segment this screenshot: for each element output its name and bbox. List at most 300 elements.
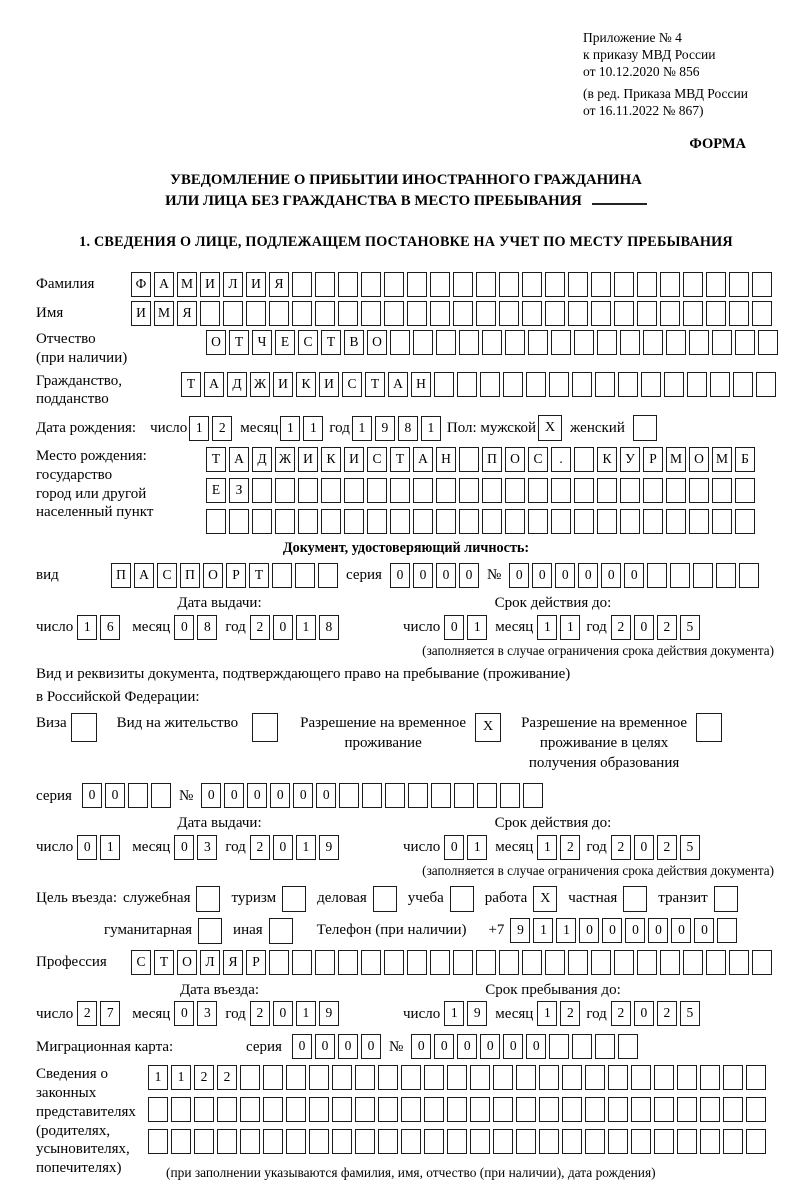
char-cell[interactable] — [424, 1129, 444, 1154]
char-cell[interactable] — [148, 1097, 168, 1122]
char-cell[interactable] — [643, 478, 663, 503]
char-cell[interactable] — [683, 950, 703, 975]
char-cell[interactable] — [712, 478, 732, 503]
char-cell[interactable] — [654, 1097, 674, 1122]
char-cell[interactable]: 0 — [273, 615, 293, 640]
char-cell[interactable] — [263, 1129, 283, 1154]
purpose-private-checkbox[interactable] — [623, 886, 647, 912]
char-cell[interactable]: М — [154, 301, 174, 326]
char-cell[interactable]: 2 — [212, 416, 232, 441]
char-cell[interactable] — [171, 1129, 191, 1154]
char-cell[interactable] — [200, 301, 220, 326]
char-cell[interactable]: П — [111, 563, 131, 588]
char-cell[interactable] — [240, 1097, 260, 1122]
char-cell[interactable]: 2 — [657, 1001, 677, 1026]
char-cell[interactable]: С — [131, 950, 151, 975]
char-cell[interactable]: 0 — [77, 835, 97, 860]
char-cell[interactable] — [408, 783, 428, 808]
char-cell[interactable] — [298, 509, 318, 534]
char-cell[interactable]: В — [344, 330, 364, 355]
char-cell[interactable]: 0 — [444, 835, 464, 860]
char-cell[interactable] — [568, 950, 588, 975]
char-cell[interactable] — [482, 330, 502, 355]
char-cell[interactable] — [505, 478, 525, 503]
char-cell[interactable] — [585, 1097, 605, 1122]
char-cell[interactable] — [413, 330, 433, 355]
char-cell[interactable] — [608, 1129, 628, 1154]
char-cell[interactable] — [332, 1065, 352, 1090]
char-cell[interactable]: 2 — [611, 835, 631, 860]
char-cell[interactable]: 9 — [467, 1001, 487, 1026]
char-cell[interactable]: 0 — [578, 563, 598, 588]
char-cell[interactable]: 1 — [148, 1065, 168, 1090]
char-cell[interactable] — [459, 330, 479, 355]
char-cell[interactable] — [729, 301, 749, 326]
char-cell[interactable] — [355, 1097, 375, 1122]
char-cell[interactable] — [516, 1129, 536, 1154]
char-cell[interactable] — [338, 272, 358, 297]
char-cell[interactable]: 1 — [303, 416, 323, 441]
char-cell[interactable] — [332, 1097, 352, 1122]
char-cell[interactable] — [683, 301, 703, 326]
char-cell[interactable] — [522, 301, 542, 326]
char-cell[interactable] — [574, 447, 594, 472]
char-cell[interactable] — [677, 1129, 697, 1154]
char-cell[interactable] — [298, 478, 318, 503]
char-cell[interactable] — [344, 509, 364, 534]
char-cell[interactable] — [401, 1129, 421, 1154]
char-cell[interactable] — [424, 1065, 444, 1090]
char-cell[interactable] — [706, 301, 726, 326]
purpose-tourism-checkbox[interactable] — [282, 886, 306, 912]
char-cell[interactable] — [758, 330, 778, 355]
char-cell[interactable] — [499, 272, 519, 297]
char-cell[interactable]: Ж — [275, 447, 295, 472]
char-cell[interactable] — [286, 1129, 306, 1154]
char-cell[interactable]: 2 — [250, 835, 270, 860]
char-cell[interactable]: 1 — [560, 615, 580, 640]
char-cell[interactable] — [574, 509, 594, 534]
char-cell[interactable] — [482, 478, 502, 503]
char-cell[interactable]: 7 — [100, 1001, 120, 1026]
char-cell[interactable]: 3 — [197, 835, 217, 860]
char-cell[interactable] — [654, 1129, 674, 1154]
char-cell[interactable] — [591, 272, 611, 297]
char-cell[interactable] — [309, 1065, 329, 1090]
char-cell[interactable] — [717, 918, 737, 943]
char-cell[interactable]: Т — [181, 372, 201, 397]
char-cell[interactable] — [361, 301, 381, 326]
char-cell[interactable] — [689, 509, 709, 534]
char-cell[interactable] — [470, 1065, 490, 1090]
char-cell[interactable]: Т — [390, 447, 410, 472]
char-cell[interactable]: Т — [365, 372, 385, 397]
char-cell[interactable]: Ч — [252, 330, 272, 355]
char-cell[interactable]: 0 — [273, 1001, 293, 1026]
char-cell[interactable] — [286, 1065, 306, 1090]
char-cell[interactable]: 1 — [537, 1001, 557, 1026]
char-cell[interactable] — [206, 509, 226, 534]
visa-checkbox[interactable] — [71, 713, 97, 742]
char-cell[interactable] — [151, 783, 171, 808]
char-cell[interactable]: И — [298, 447, 318, 472]
char-cell[interactable]: 0 — [532, 563, 552, 588]
purpose-study-checkbox[interactable] — [450, 886, 474, 912]
char-cell[interactable] — [390, 330, 410, 355]
char-cell[interactable] — [706, 272, 726, 297]
char-cell[interactable] — [385, 783, 405, 808]
char-cell[interactable] — [595, 1034, 615, 1059]
char-cell[interactable]: С — [298, 330, 318, 355]
char-cell[interactable] — [735, 330, 755, 355]
char-cell[interactable]: 0 — [634, 1001, 654, 1026]
char-cell[interactable] — [608, 1065, 628, 1090]
char-cell[interactable] — [315, 301, 335, 326]
char-cell[interactable]: 2 — [611, 1001, 631, 1026]
char-cell[interactable] — [516, 1097, 536, 1122]
char-cell[interactable]: 1 — [556, 918, 576, 943]
char-cell[interactable] — [171, 1097, 191, 1122]
char-cell[interactable]: 2 — [560, 835, 580, 860]
char-cell[interactable] — [568, 272, 588, 297]
char-cell[interactable] — [309, 1129, 329, 1154]
char-cell[interactable]: С — [367, 447, 387, 472]
char-cell[interactable]: 1 — [537, 615, 557, 640]
char-cell[interactable]: О — [505, 447, 525, 472]
char-cell[interactable] — [309, 1097, 329, 1122]
char-cell[interactable] — [591, 950, 611, 975]
char-cell[interactable]: 5 — [680, 835, 700, 860]
char-cell[interactable] — [148, 1129, 168, 1154]
char-cell[interactable] — [240, 1065, 260, 1090]
char-cell[interactable] — [286, 1097, 306, 1122]
char-cell[interactable]: 2 — [250, 1001, 270, 1026]
char-cell[interactable]: 0 — [174, 1001, 194, 1026]
char-cell[interactable] — [637, 272, 657, 297]
char-cell[interactable] — [526, 372, 546, 397]
char-cell[interactable]: 8 — [319, 615, 339, 640]
char-cell[interactable] — [585, 1065, 605, 1090]
char-cell[interactable]: Я — [269, 272, 289, 297]
char-cell[interactable] — [384, 301, 404, 326]
char-cell[interactable] — [318, 563, 338, 588]
char-cell[interactable]: 1 — [467, 835, 487, 860]
char-cell[interactable] — [693, 563, 713, 588]
char-cell[interactable] — [608, 1097, 628, 1122]
purpose-humanitarian-checkbox[interactable] — [198, 918, 222, 944]
char-cell[interactable] — [614, 272, 634, 297]
char-cell[interactable]: 0 — [224, 783, 244, 808]
char-cell[interactable] — [712, 330, 732, 355]
char-cell[interactable] — [454, 783, 474, 808]
char-cell[interactable] — [706, 950, 726, 975]
char-cell[interactable]: 0 — [293, 783, 313, 808]
char-cell[interactable]: 8 — [197, 615, 217, 640]
char-cell[interactable] — [505, 509, 525, 534]
char-cell[interactable]: 1 — [352, 416, 372, 441]
char-cell[interactable]: 0 — [526, 1034, 546, 1059]
char-cell[interactable] — [710, 372, 730, 397]
char-cell[interactable] — [476, 272, 496, 297]
char-cell[interactable] — [660, 272, 680, 297]
char-cell[interactable] — [246, 301, 266, 326]
char-cell[interactable]: Т — [321, 330, 341, 355]
char-cell[interactable] — [545, 301, 565, 326]
char-cell[interactable] — [338, 950, 358, 975]
char-cell[interactable] — [746, 1065, 766, 1090]
char-cell[interactable] — [631, 1097, 651, 1122]
char-cell[interactable] — [591, 301, 611, 326]
char-cell[interactable]: 0 — [625, 918, 645, 943]
char-cell[interactable]: 0 — [361, 1034, 381, 1059]
char-cell[interactable] — [700, 1097, 720, 1122]
char-cell[interactable] — [618, 1034, 638, 1059]
char-cell[interactable] — [733, 372, 753, 397]
char-cell[interactable]: 1 — [189, 416, 209, 441]
char-cell[interactable]: А — [204, 372, 224, 397]
char-cell[interactable]: 1 — [537, 835, 557, 860]
char-cell[interactable] — [735, 509, 755, 534]
char-cell[interactable] — [647, 563, 667, 588]
char-cell[interactable]: Т — [229, 330, 249, 355]
char-cell[interactable] — [413, 509, 433, 534]
char-cell[interactable]: Д — [227, 372, 247, 397]
char-cell[interactable] — [401, 1097, 421, 1122]
char-cell[interactable]: Б — [735, 447, 755, 472]
char-cell[interactable]: 1 — [296, 1001, 316, 1026]
char-cell[interactable]: 0 — [201, 783, 221, 808]
char-cell[interactable] — [447, 1065, 467, 1090]
char-cell[interactable] — [217, 1129, 237, 1154]
char-cell[interactable]: 9 — [319, 1001, 339, 1026]
char-cell[interactable] — [217, 1097, 237, 1122]
char-cell[interactable] — [620, 330, 640, 355]
char-cell[interactable] — [723, 1065, 743, 1090]
char-cell[interactable] — [453, 301, 473, 326]
char-cell[interactable]: 0 — [434, 1034, 454, 1059]
char-cell[interactable] — [344, 478, 364, 503]
char-cell[interactable]: О — [367, 330, 387, 355]
char-cell[interactable] — [315, 950, 335, 975]
char-cell[interactable]: 1 — [421, 416, 441, 441]
char-cell[interactable] — [562, 1097, 582, 1122]
char-cell[interactable] — [477, 783, 497, 808]
char-cell[interactable] — [549, 1034, 569, 1059]
char-cell[interactable] — [436, 330, 456, 355]
char-cell[interactable] — [332, 1129, 352, 1154]
char-cell[interactable] — [240, 1129, 260, 1154]
char-cell[interactable] — [618, 372, 638, 397]
char-cell[interactable]: С — [528, 447, 548, 472]
char-cell[interactable] — [752, 301, 772, 326]
char-cell[interactable] — [503, 372, 523, 397]
char-cell[interactable]: 0 — [390, 563, 410, 588]
char-cell[interactable] — [295, 563, 315, 588]
char-cell[interactable]: 1 — [533, 918, 553, 943]
char-cell[interactable]: Т — [154, 950, 174, 975]
char-cell[interactable]: 0 — [338, 1034, 358, 1059]
char-cell[interactable] — [574, 330, 594, 355]
char-cell[interactable]: М — [712, 447, 732, 472]
char-cell[interactable] — [752, 950, 772, 975]
char-cell[interactable] — [194, 1129, 214, 1154]
char-cell[interactable]: 1 — [171, 1065, 191, 1090]
char-cell[interactable]: 9 — [319, 835, 339, 860]
char-cell[interactable]: 0 — [634, 835, 654, 860]
char-cell[interactable] — [476, 301, 496, 326]
purpose-other-checkbox[interactable] — [269, 918, 293, 944]
char-cell[interactable] — [620, 509, 640, 534]
char-cell[interactable] — [367, 478, 387, 503]
char-cell[interactable] — [595, 372, 615, 397]
char-cell[interactable]: Л — [200, 950, 220, 975]
char-cell[interactable]: О — [206, 330, 226, 355]
char-cell[interactable] — [269, 301, 289, 326]
char-cell[interactable] — [539, 1097, 559, 1122]
purpose-business-checkbox[interactable] — [373, 886, 397, 912]
char-cell[interactable] — [367, 509, 387, 534]
char-cell[interactable]: Е — [275, 330, 295, 355]
char-cell[interactable]: 0 — [671, 918, 691, 943]
char-cell[interactable] — [482, 509, 502, 534]
char-cell[interactable] — [643, 509, 663, 534]
char-cell[interactable] — [551, 509, 571, 534]
char-cell[interactable]: 0 — [316, 783, 336, 808]
char-cell[interactable] — [292, 272, 312, 297]
char-cell[interactable] — [551, 478, 571, 503]
char-cell[interactable] — [436, 509, 456, 534]
char-cell[interactable] — [522, 272, 542, 297]
char-cell[interactable]: 2 — [657, 615, 677, 640]
char-cell[interactable] — [470, 1129, 490, 1154]
char-cell[interactable] — [614, 301, 634, 326]
char-cell[interactable]: 1 — [280, 416, 300, 441]
char-cell[interactable]: 2 — [657, 835, 677, 860]
char-cell[interactable]: Р — [643, 447, 663, 472]
char-cell[interactable] — [229, 509, 249, 534]
char-cell[interactable] — [664, 372, 684, 397]
char-cell[interactable]: 0 — [459, 563, 479, 588]
char-cell[interactable] — [493, 1065, 513, 1090]
char-cell[interactable] — [362, 783, 382, 808]
char-cell[interactable] — [493, 1097, 513, 1122]
char-cell[interactable]: Т — [249, 563, 269, 588]
char-cell[interactable]: 1 — [77, 615, 97, 640]
char-cell[interactable] — [269, 950, 289, 975]
char-cell[interactable] — [752, 272, 772, 297]
char-cell[interactable] — [480, 372, 500, 397]
char-cell[interactable]: 0 — [436, 563, 456, 588]
char-cell[interactable] — [574, 478, 594, 503]
char-cell[interactable]: 0 — [694, 918, 714, 943]
char-cell[interactable] — [545, 272, 565, 297]
char-cell[interactable] — [551, 330, 571, 355]
char-cell[interactable] — [572, 372, 592, 397]
char-cell[interactable] — [683, 272, 703, 297]
char-cell[interactable] — [223, 301, 243, 326]
char-cell[interactable]: Н — [436, 447, 456, 472]
char-cell[interactable]: Т — [206, 447, 226, 472]
char-cell[interactable]: 0 — [413, 563, 433, 588]
char-cell[interactable]: 9 — [375, 416, 395, 441]
char-cell[interactable]: Ф — [131, 272, 151, 297]
char-cell[interactable]: Р — [246, 950, 266, 975]
char-cell[interactable]: 0 — [411, 1034, 431, 1059]
char-cell[interactable]: 1 — [100, 835, 120, 860]
char-cell[interactable] — [401, 1065, 421, 1090]
char-cell[interactable]: К — [597, 447, 617, 472]
residence-permit-checkbox[interactable] — [252, 713, 278, 742]
char-cell[interactable] — [378, 1065, 398, 1090]
char-cell[interactable]: 0 — [555, 563, 575, 588]
char-cell[interactable] — [431, 783, 451, 808]
char-cell[interactable] — [716, 563, 736, 588]
char-cell[interactable] — [355, 1065, 375, 1090]
char-cell[interactable]: С — [342, 372, 362, 397]
char-cell[interactable] — [585, 1129, 605, 1154]
char-cell[interactable]: У — [620, 447, 640, 472]
char-cell[interactable]: . — [551, 447, 571, 472]
char-cell[interactable] — [447, 1097, 467, 1122]
char-cell[interactable] — [729, 950, 749, 975]
char-cell[interactable] — [562, 1129, 582, 1154]
char-cell[interactable] — [677, 1097, 697, 1122]
char-cell[interactable]: И — [344, 447, 364, 472]
char-cell[interactable]: 0 — [601, 563, 621, 588]
temp-residence-checkbox[interactable]: X — [475, 713, 501, 742]
char-cell[interactable]: Д — [252, 447, 272, 472]
char-cell[interactable] — [523, 783, 543, 808]
char-cell[interactable]: 1 — [296, 615, 316, 640]
char-cell[interactable] — [597, 478, 617, 503]
char-cell[interactable] — [539, 1129, 559, 1154]
char-cell[interactable] — [568, 301, 588, 326]
char-cell[interactable] — [700, 1129, 720, 1154]
char-cell[interactable]: А — [154, 272, 174, 297]
char-cell[interactable] — [572, 1034, 592, 1059]
char-cell[interactable] — [620, 478, 640, 503]
char-cell[interactable] — [687, 372, 707, 397]
char-cell[interactable] — [252, 478, 272, 503]
char-cell[interactable]: 2 — [250, 615, 270, 640]
char-cell[interactable] — [666, 509, 686, 534]
char-cell[interactable] — [292, 950, 312, 975]
char-cell[interactable] — [436, 478, 456, 503]
char-cell[interactable] — [292, 301, 312, 326]
char-cell[interactable] — [756, 372, 776, 397]
char-cell[interactable] — [660, 950, 680, 975]
char-cell[interactable] — [338, 301, 358, 326]
char-cell[interactable] — [505, 330, 525, 355]
char-cell[interactable]: 1 — [444, 1001, 464, 1026]
char-cell[interactable]: И — [131, 301, 151, 326]
char-cell[interactable]: И — [273, 372, 293, 397]
char-cell[interactable] — [459, 478, 479, 503]
char-cell[interactable] — [424, 1097, 444, 1122]
char-cell[interactable]: И — [246, 272, 266, 297]
char-cell[interactable] — [476, 950, 496, 975]
char-cell[interactable] — [378, 1097, 398, 1122]
char-cell[interactable] — [430, 272, 450, 297]
char-cell[interactable] — [384, 272, 404, 297]
char-cell[interactable] — [562, 1065, 582, 1090]
char-cell[interactable]: 0 — [444, 615, 464, 640]
char-cell[interactable] — [453, 272, 473, 297]
char-cell[interactable] — [378, 1129, 398, 1154]
char-cell[interactable]: 2 — [77, 1001, 97, 1026]
char-cell[interactable]: 0 — [602, 918, 622, 943]
char-cell[interactable] — [666, 478, 686, 503]
